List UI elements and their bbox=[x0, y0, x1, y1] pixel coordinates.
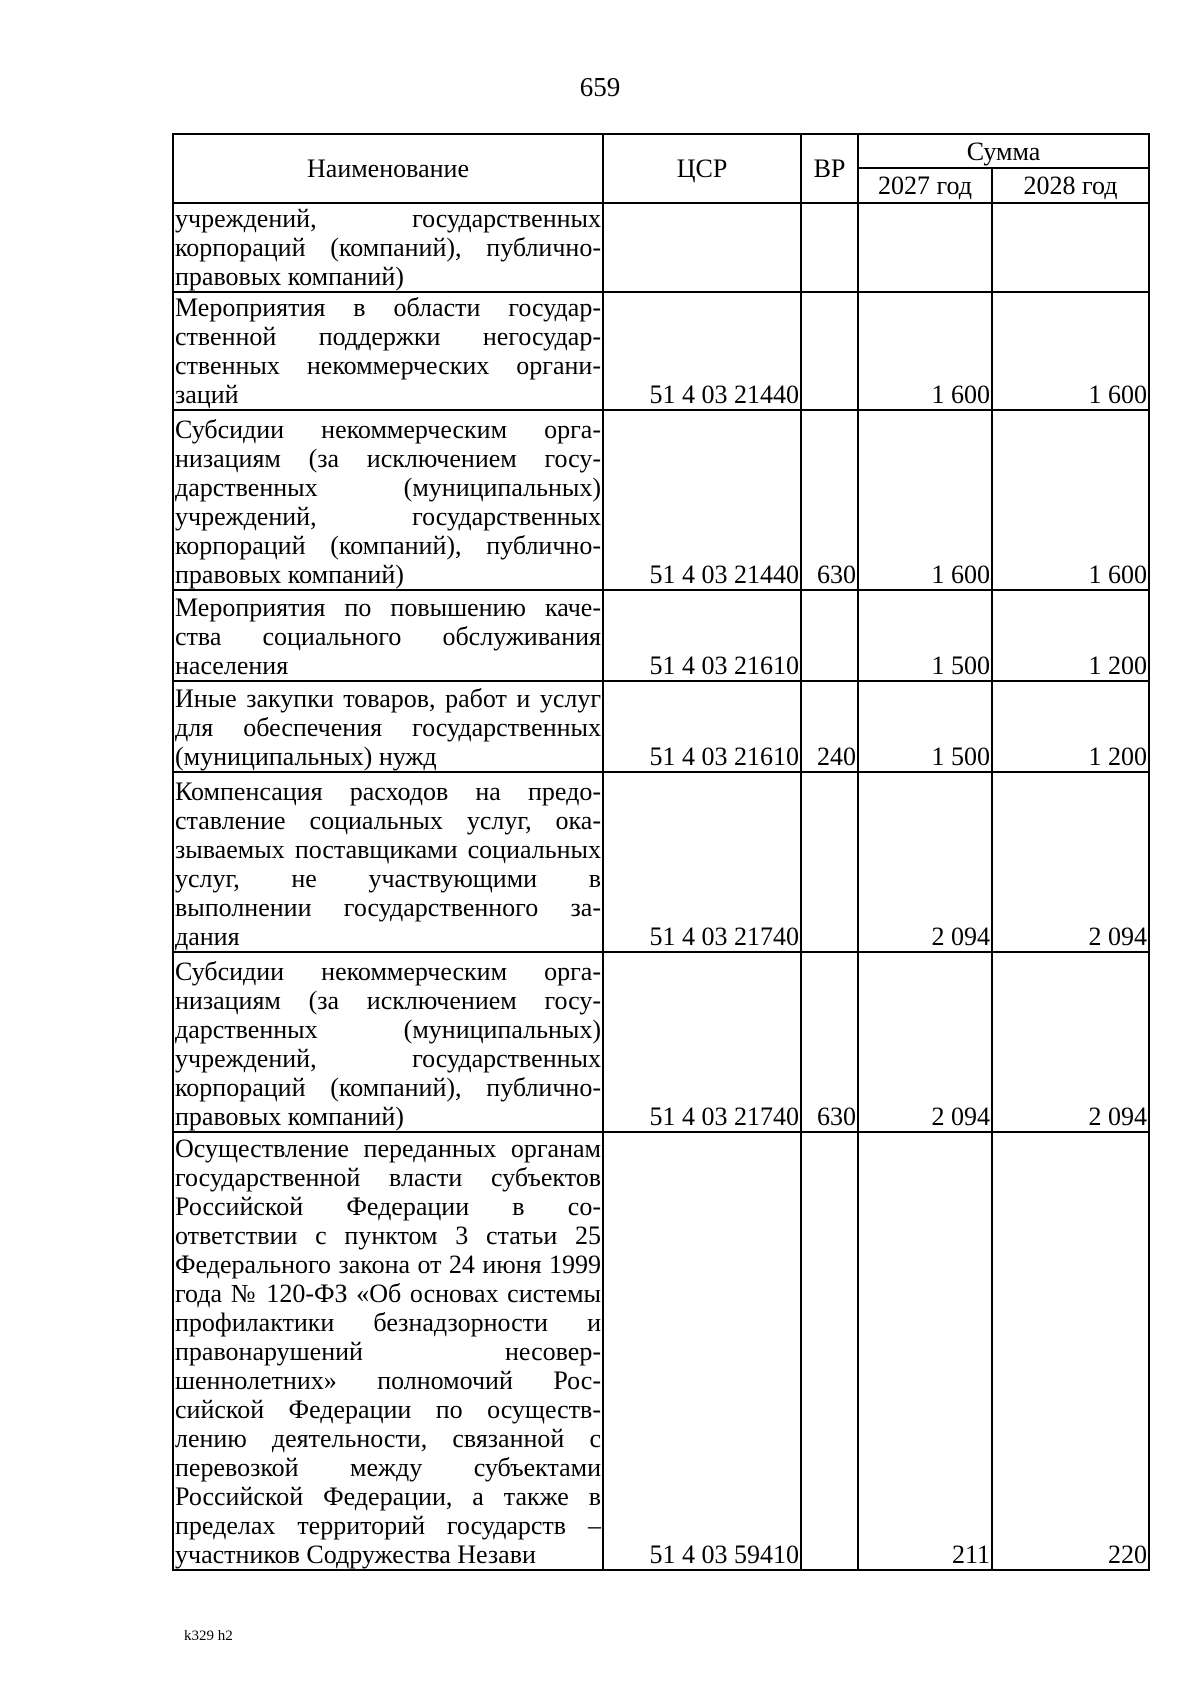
row-2027: 1 600 bbox=[858, 410, 992, 590]
row-csr: 51 4 03 21440 bbox=[603, 292, 801, 410]
row-vr bbox=[801, 590, 858, 681]
table-header bbox=[173, 134, 1149, 203]
footer-code: k329 h2 bbox=[184, 1628, 233, 1644]
table-row bbox=[173, 952, 1149, 1132]
table-row bbox=[173, 681, 1149, 772]
row-2028: 1 200 bbox=[992, 681, 1149, 772]
row-name: Субсидии некоммерческим организациям (за исключением государственных (муниципальных) учреждений, государственных корпораций (компаний), публично-правовых компаний) bbox=[173, 952, 603, 1132]
row-2028 bbox=[992, 203, 1149, 292]
row-2027: 2 094 bbox=[858, 772, 992, 952]
table-row bbox=[173, 410, 1149, 590]
header-name: Наименование bbox=[173, 134, 603, 203]
row-csr: 51 4 03 21740 bbox=[603, 772, 801, 952]
row-name: Субсидии некоммерческим организациям (за исключением государственных (муниципальных) учреждений, государственных корпораций (компаний), публично-правовых компаний) bbox=[173, 410, 603, 590]
row-name: Мероприятия в области государственной поддержки негосударственных некоммерческих организаций bbox=[175, 293, 601, 409]
row-csr: 51 4 03 21610 bbox=[603, 590, 801, 681]
row-csr: 51 4 03 21740 bbox=[603, 952, 801, 1132]
row-vr bbox=[801, 292, 858, 410]
page-number: 659 bbox=[579, 72, 621, 102]
row-2027: 1 500 bbox=[858, 681, 992, 772]
row-name: Мероприятия по повышению качества социального обслуживания населения bbox=[173, 590, 603, 681]
row-csr: 51 4 03 21610 bbox=[603, 681, 801, 772]
row-vr bbox=[801, 772, 858, 952]
row-2027: 211 bbox=[858, 1132, 992, 1570]
row-2027: 1 500 bbox=[858, 590, 992, 681]
table-row bbox=[173, 292, 1149, 410]
row-vr: 240 bbox=[801, 681, 858, 772]
row-csr: 51 4 03 59410 bbox=[603, 1132, 801, 1570]
row-2027: 2 094 bbox=[858, 952, 992, 1132]
row-2028: 1 600 bbox=[992, 410, 1149, 590]
table-body bbox=[173, 203, 1149, 1570]
table-row bbox=[173, 1132, 1149, 1570]
header-year-2027: 2027 год bbox=[858, 168, 992, 203]
row-2028: 220 bbox=[992, 1132, 1149, 1570]
header-vr: ВР bbox=[801, 134, 858, 203]
row-2028: 2 094 bbox=[992, 952, 1149, 1132]
row-vr: 630 bbox=[801, 952, 858, 1132]
row-2028: 2 094 bbox=[992, 772, 1149, 952]
row-vr bbox=[801, 1132, 858, 1570]
row-vr bbox=[801, 203, 858, 292]
row-2028: 1 600 bbox=[992, 292, 1149, 410]
row-2027 bbox=[858, 203, 992, 292]
budget-table bbox=[172, 133, 1150, 1571]
header-csr: ЦСР bbox=[603, 134, 801, 203]
row-csr bbox=[603, 203, 801, 292]
header-sum: Сумма bbox=[858, 134, 1149, 168]
row-vr: 630 bbox=[801, 410, 858, 590]
row-csr: 51 4 03 21440 bbox=[603, 410, 801, 590]
row-2027: 1 600 bbox=[858, 292, 992, 410]
table-row bbox=[173, 590, 1149, 681]
row-name: Осуществление переданных органам государственной власти субъектов Российской Федерации в соответствии с пунктом 3 статьи 25 Федерального закона от 24 июня 1999 года № 120-ФЗ «Об основах системы профилактики безнадзорности и правонарушений несовершеннолетних» полномочий Российской Федерации по осуществлению деятельности, связанной с перевозкой между субъектами Российской Федерации, а также в пределах территорий государств – участников Содружества Незави bbox=[175, 1134, 601, 1569]
row-name: Иные закупки товаров, работ и услуг для обеспечения государственных (муниципальных) нужд bbox=[173, 681, 603, 772]
table-row bbox=[173, 772, 1149, 952]
header-year-2028: 2028 год bbox=[992, 168, 1149, 203]
row-2028: 1 200 bbox=[992, 590, 1149, 681]
row-name: учреждений, государственных корпораций (компаний), публично-правовых компаний) bbox=[175, 204, 601, 291]
row-name: Компенсация расходов на предоставление социальных услуг, оказываемых поставщиками социальных услуг, не участвующими в выполнении государственного задания bbox=[173, 772, 603, 952]
table-row bbox=[173, 203, 1149, 292]
